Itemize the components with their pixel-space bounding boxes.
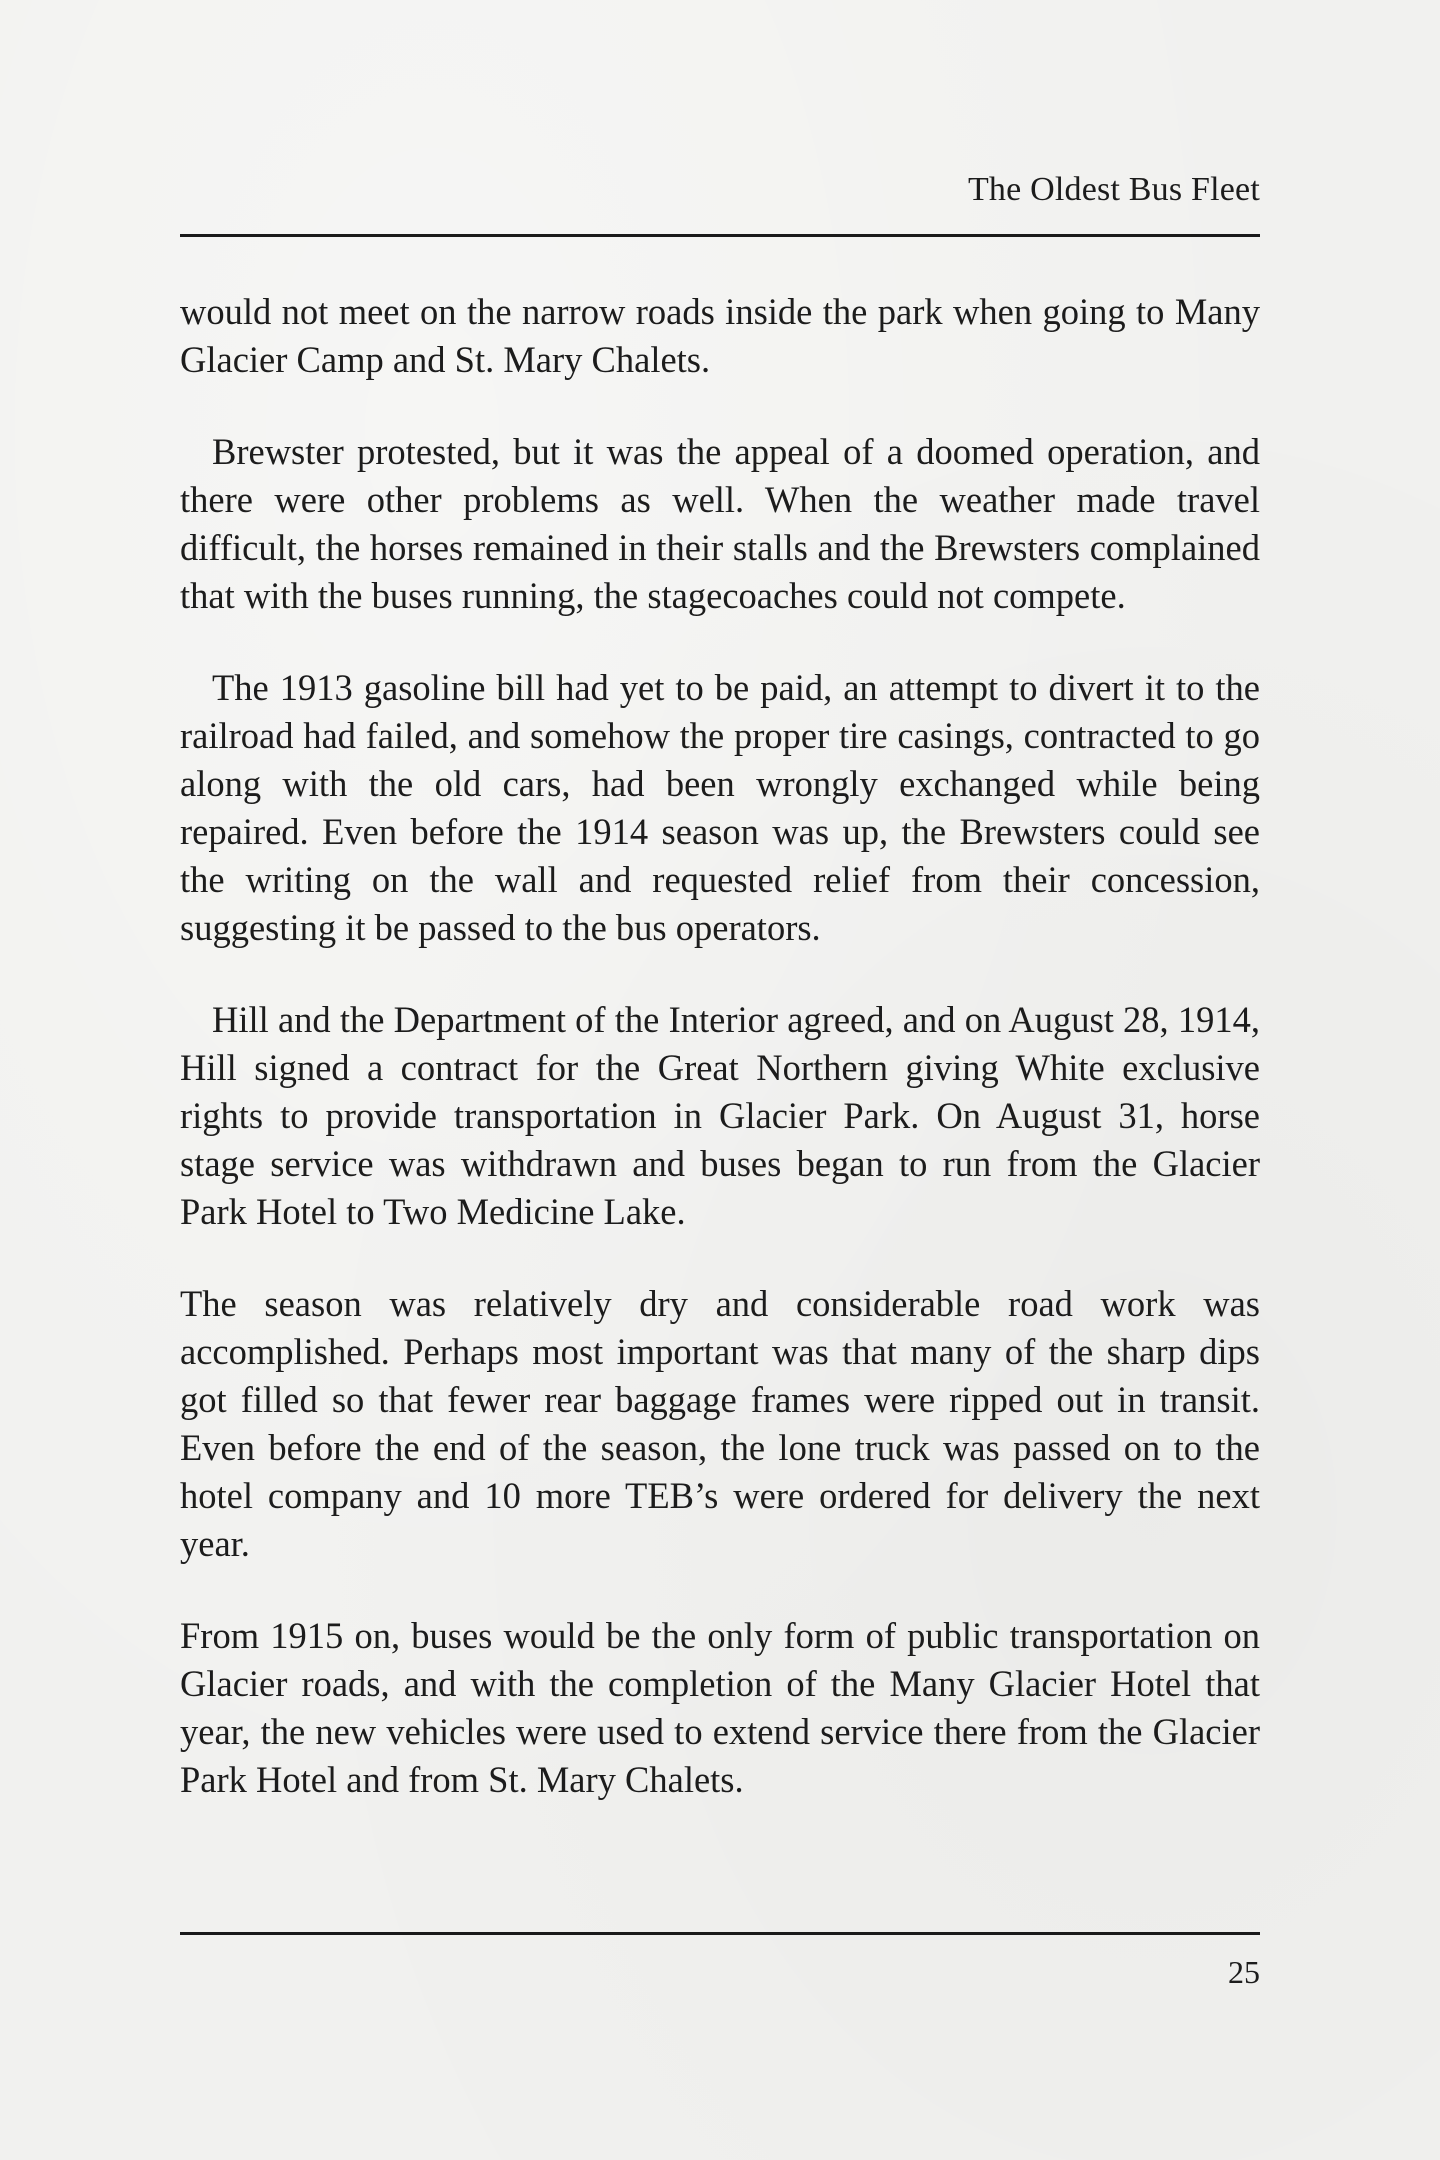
paragraph-from-1915: From 1915 on, buses would be the only form of public transportation on Glacier roads, and with the completion of the Many Glacier Hotel that year, the new vehicles were used to extend service there from the Glacier Park Hotel and from St. Mary Chalets. xyxy=(180,1615,1260,1800)
body-text xyxy=(180,288,1260,1804)
header-rule xyxy=(180,234,1260,237)
paragraph-continuation: would not meet on the narrow roads inside the park when going to Many Glacier Camp and St. Mary Chalets. xyxy=(180,291,1260,380)
paragraph-brewster-protest: Brewster protested, but it was the appeal of a doomed operation, and there were other problems as well. When the weather made travel difficult, the horses remained in their stalls and the Brewsters complained that with the buses running, the stagecoaches could not compete. xyxy=(180,431,1260,616)
paragraph-contract: Hill and the Department of the Interior agreed, and on August 28, 1914, Hill signed a contract for the Great Northern giving White exclusive rights to provide transportation in Glacier Park. On August 31, horse stage service was withdrawn and buses began to run from the Glacier Park Hotel to Two Medicine Lake. xyxy=(180,999,1260,1232)
paragraph-season: The season was relatively dry and considerable road work was accomplished. Perhaps most important was that many of the sharp dips got filled so that fewer rear baggage frames were ripped out in transit. Even before the end of the season, the lone truck was passed on to the hotel company and 10 more TEB’s were ordered for delivery the next year. xyxy=(180,1283,1260,1564)
footer-rule xyxy=(180,1932,1260,1935)
paragraph-gasoline-bill: The 1913 gasoline bill had yet to be paid, an attempt to divert it to the railroad had failed, and somehow the proper tire casings, contracted to go along with the old cars, had been wrongly exchanged while being repaired. Even before the 1914 season was up, the Brewsters could see the writing on the wall and requested relief from their concession, suggesting it be passed to the bus operators. xyxy=(180,667,1260,948)
page-number: 25 xyxy=(1228,1954,1260,1990)
running-header-title: The Oldest Bus Fleet xyxy=(967,171,1260,208)
